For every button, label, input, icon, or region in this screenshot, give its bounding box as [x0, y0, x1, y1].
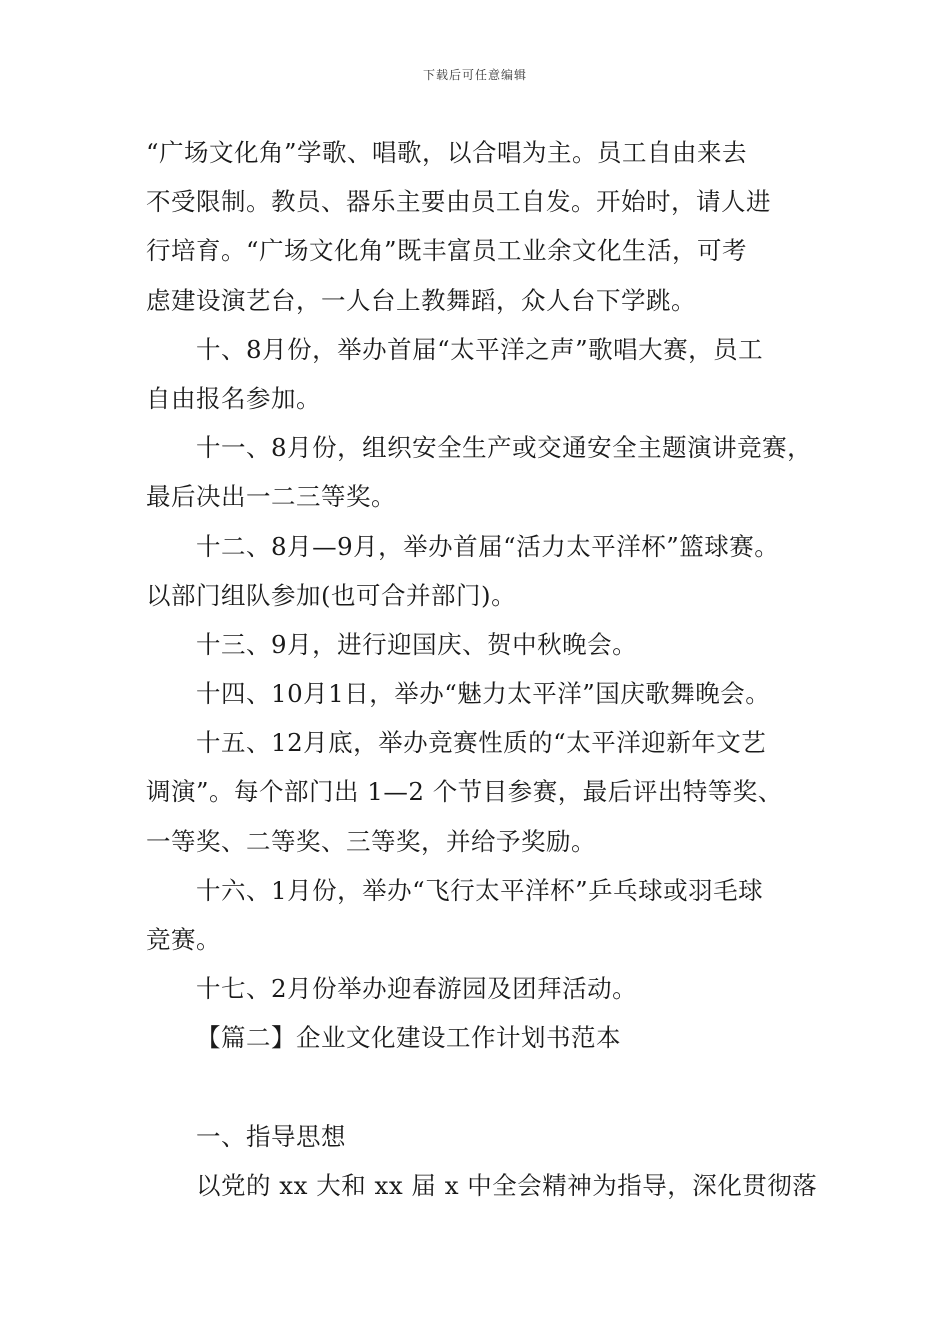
text-line: 以部门组队参加(也可合并部门)。 — [146, 580, 517, 610]
text-line: 行培育。“广场文化角”既丰富员工业余文化生活，可考 — [146, 236, 748, 266]
text-line: 十二、8月—9月，举办首届“活力太平洋杯”篮球赛。 — [196, 531, 780, 561]
text-line: 十、8月份，举办首届“太平洋之声”歌唱大赛，员工 — [196, 334, 764, 364]
text-line: 以党的 xx 大和 xx 届 x 中全会精神为指导，深化贯彻落 — [196, 1170, 818, 1200]
text-line: 十五、12月底，举办竞赛性质的“太平洋迎新年文艺 — [196, 728, 767, 758]
text-line: 十六、1月份，举办“飞行太平洋杯”乒乓球或羽毛球 — [196, 875, 764, 905]
text-line: 一、指导思想 — [196, 1121, 346, 1151]
blank-line — [146, 1063, 826, 1112]
text-line: 最后决出一二三等奖。 — [146, 482, 396, 512]
page-header-note: 下载后可任意编辑 — [422, 68, 527, 82]
document-body — [146, 128, 826, 1210]
text-line: 十七、2月份举办迎春游园及团拜活动。 — [196, 974, 638, 1004]
text-line: “广场文化角”学歌、唱歌，以合唱为主。员工自由来去 — [146, 138, 748, 167]
text-line: 十四、10月1日，举办“魅力太平洋”国庆歌舞晚会。 — [196, 679, 771, 709]
text-line: 虑建设演艺台，一人台上教舞蹈，众人台下学跳。 — [146, 285, 696, 315]
text-line: 【篇二】企业文化建设工作计划书范本 — [196, 1023, 621, 1053]
text-line: 不受限制。教员、器乐主要由员工自发。开始时，请人进 — [146, 187, 771, 217]
text-line: 十一、8月份，组织安全生产或交通安全主题演讲竞赛， — [196, 433, 813, 463]
text-line: 一等奖、二等奖、三等奖，并给予奖励。 — [146, 826, 596, 856]
text-line: 竞赛。 — [146, 925, 221, 954]
text-line: 调演”。每个部门出 1—2 个节目参赛，最后评出特等奖、 — [146, 777, 783, 807]
text-line: 十三、9月，进行迎国庆、贺中秋晚会。 — [196, 629, 638, 659]
text-line: 自由报名参加。 — [146, 383, 321, 413]
